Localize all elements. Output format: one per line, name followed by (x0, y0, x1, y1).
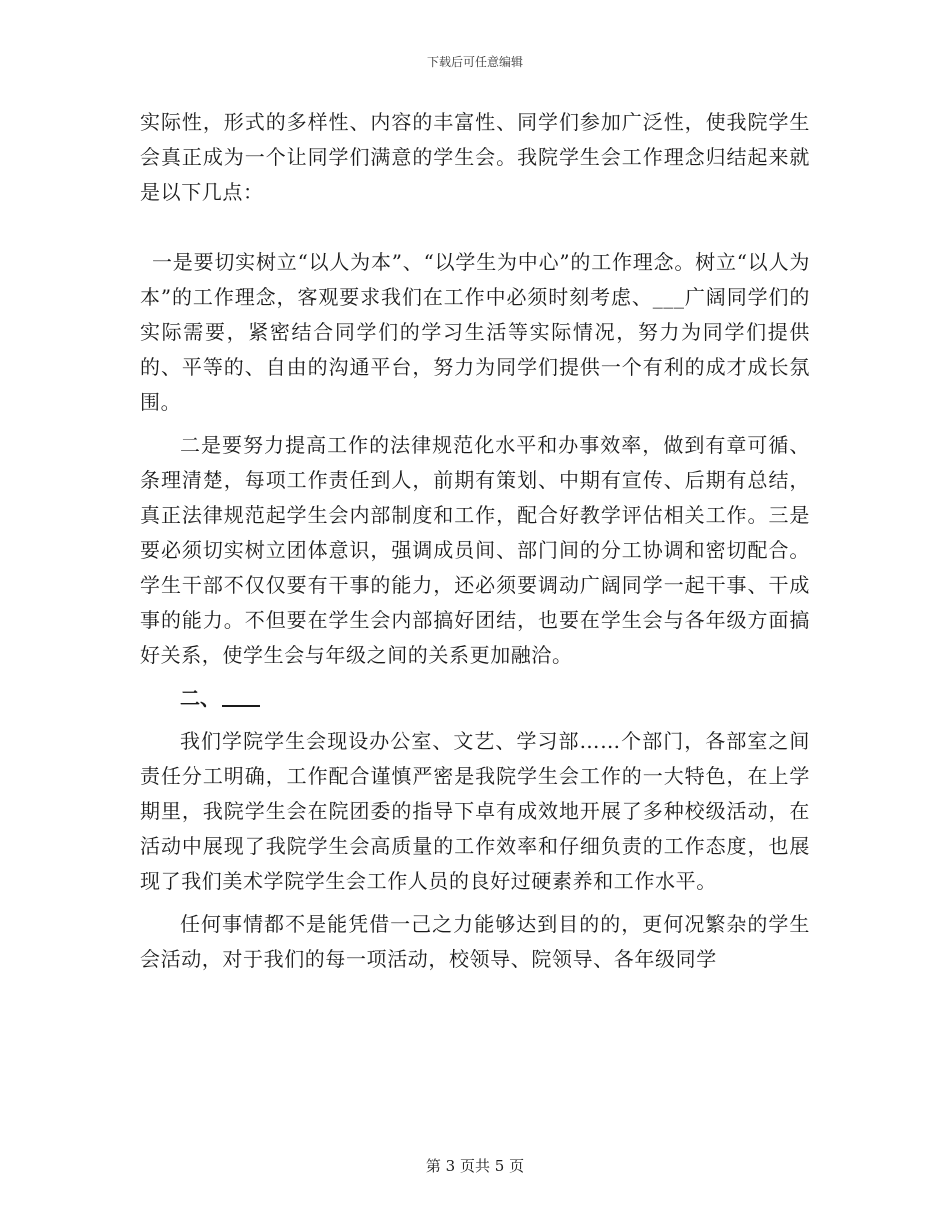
paragraph-gap (140, 420, 810, 428)
paragraph-gap (140, 716, 810, 724)
paragraph-concept-two-three: 二是要努力提高工作的法律规范化水平和办事效率，做到有章可循、条理清楚，每项工作责任到人，前期有策划、中期有宣传、后期有总结，真正法律规范起学生会内部制度和工作，配合好教学评估相关工作。三是要必须切实树立团体意识，强调成员间、部门间的分工协调和密切配合。学生干部不仅仅要有干事的能力，还必须要调动广阔同学一起干事、干成事的能力。不但要在学生会内部搞好团结，也要在学生会与各年级方面搞好关系，使学生会与年级之间的关系更加融洽。 (140, 433, 810, 667)
paragraph-activities: 任何事情都不是能凭借一己之力能够达到目的的，更何况繁杂的学生会活动，对于我们的每一项活动，校领导、院领导、各年级同学 (140, 912, 810, 971)
paragraph-concept-one: 一是要切实树立“以人为本”、“以学生为中心”的工作理念。树立“以人为本”的工作理念，客观要求我们在工作中必须时刻考虑、___广阔同学们的实际需要，紧密结合同学们的学习生活等实际情况，努力为同学们提供的、平等的、自由的沟通平台，努力为同学们提供一个有利的成才成长氛围。 (140, 250, 810, 414)
paragraph-departments: 我们学院学生会现设办公室、文艺、学习部……个部门，各部室之间责任分工明确，工作配合谨慎严密是我院学生会工作的一大特色，在上学期里，我院学生会在院团委的指导下卓有成效地开展了多种校级活动，在活动中展现了我院学生会高质量的工作效率和仔细负责的工作态度，也展现了我们美术学院学生会工作人员的良好过硬素养和工作水平。 (140, 729, 810, 893)
section-heading-text: 二、 (180, 686, 220, 710)
paragraph-gap (140, 210, 810, 245)
page-header-note: 下载后可任意编辑 (426, 55, 523, 69)
section-heading (140, 681, 810, 716)
document-body (140, 105, 810, 977)
heading-blank-line (222, 685, 260, 707)
paragraph-gap (140, 899, 810, 907)
page-number-footer: 第 3 页共 5 页 (425, 1157, 525, 1175)
paragraph-continuation: 实际性，形式的多样性、内容的丰富性、同学们参加广泛性，使我院学生会真正成为一个让同学们满意的学生会。我院学生会工作理念归结起来就是以下几点： (140, 110, 810, 204)
paragraph-gap (140, 673, 810, 681)
